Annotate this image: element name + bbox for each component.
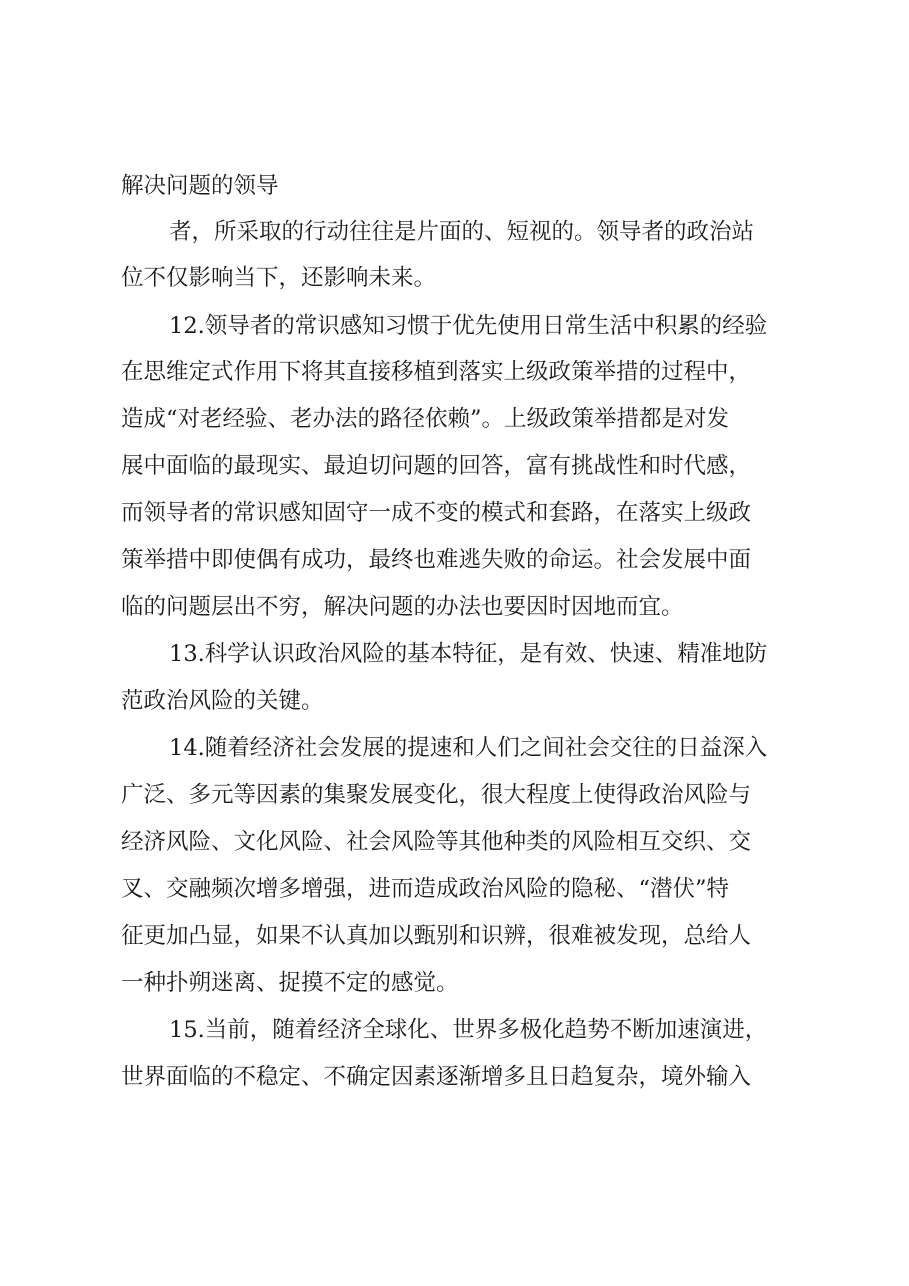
text-line <box>0 349 909 395</box>
text-line <box>0 1007 909 1053</box>
text-line <box>0 725 909 771</box>
text-line-content: 14.随着经济社会发展的提速和人们之间社会交往的日益深入 <box>169 735 768 761</box>
text-line-content: 者，所采取的行动往往是片面的、短视的。领导者的政治站 <box>169 219 755 245</box>
text-line-content: 范政治风险的关键。 <box>121 688 324 714</box>
text-line <box>0 163 909 209</box>
text-line <box>0 960 909 1006</box>
text-line <box>0 1054 909 1100</box>
text-line <box>0 303 909 349</box>
text-line-content: 12.领导者的常识感知习惯于优先使用日常生活中积累的经验 <box>169 313 768 339</box>
text-line-content: 在思维定式作用下将其直接移植到落实上级政策举措的过程中， <box>121 359 752 385</box>
text-line-content: 临的问题层出不穷，解决问题的办法也要因时因地而宜。 <box>121 594 684 620</box>
text-line <box>0 772 909 818</box>
text-line-content: 15.当前，随着经济全球化、世界多极化趋势不断加速演进， <box>169 1017 768 1043</box>
text-line-content: 位不仅影响当下，还影响未来。 <box>121 265 437 291</box>
text-line <box>0 443 909 489</box>
text-line <box>0 396 909 442</box>
text-line <box>0 678 909 724</box>
text-line <box>0 913 909 959</box>
text-line-content: 广泛、多元等因素的集聚发展变化，很大程度上使得政治风险与 <box>121 782 752 808</box>
text-line <box>0 819 909 865</box>
text-line <box>0 490 909 536</box>
text-line <box>0 866 909 912</box>
text-line-content: 而领导者的常识感知固守一成不变的模式和套路，在落实上级政 <box>121 500 752 526</box>
text-line <box>0 255 909 301</box>
text-line <box>0 209 909 255</box>
text-line-content: 造成“对老经验、老办法的路径依赖”。上级政策举措都是对发 <box>121 406 730 432</box>
text-line-content: 解决问题的领导 <box>121 173 279 199</box>
text-line-content: 经济风险、文化风险、社会风险等其他种类的风险相互交织、交 <box>121 829 752 855</box>
text-line-content: 世界面临的不稳定、不确定因素逐渐增多且日趋复杂，境外输入 <box>121 1064 752 1090</box>
text-line-content: 叉、交融频次增多增强，进而造成政治风险的隐秘、“潜伏”特 <box>121 876 730 902</box>
text-line <box>0 584 909 630</box>
text-line-content: 13.科学认识政治风险的基本特征，是有效、快速、精准地防 <box>169 641 768 667</box>
text-line <box>0 537 909 583</box>
text-line-content: 一种扑朔迷离、捉摸不定的感觉。 <box>121 970 459 996</box>
text-line-content: 展中面临的最现实、最迫切问题的回答，富有挑战性和时代感， <box>121 453 752 479</box>
text-line-content: 策举措中即使偶有成功，最终也难逃失败的命运。社会发展中面 <box>121 547 752 573</box>
text-line-content: 征更加凸显，如果不认真加以甄别和识辨，很难被发现，总给人 <box>121 923 752 949</box>
text-line <box>0 631 909 677</box>
